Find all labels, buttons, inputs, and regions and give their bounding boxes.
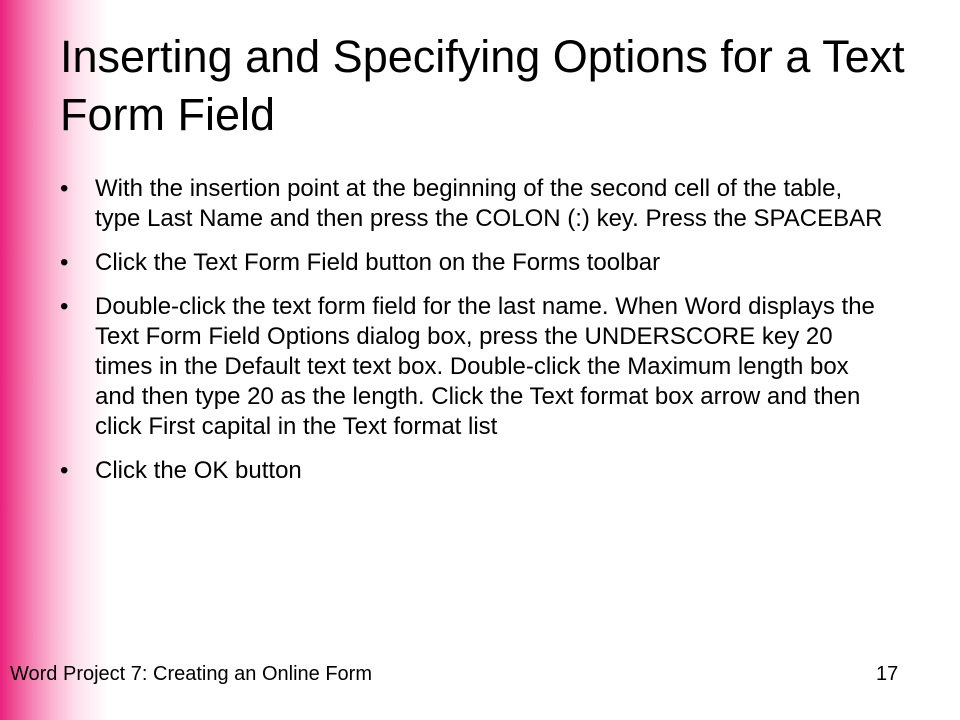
bullet-item: • With the insertion point at the beginning of the second cell of the table, type Last Name and then press the COLON (:) key. Press the SPACEBAR [60, 174, 890, 234]
bullet-item: • Double-click the text form field for the last name. When Word displays the Text Form Field Options dialog box, press the UNDERSCORE key 20 times in the Default text text box. Double-click the Maximum length box and then type 20 as the length. Click the Text format box arrow and then click First capital in the Text format list [60, 292, 890, 442]
footer-title: Word Project 7: Creating an Online Form [10, 663, 373, 685]
slide-title: Inserting and Specifying Options for a Text Form Field [60, 31, 905, 140]
bullet-item: • Click the Text Form Field button on the Forms toolbar [60, 248, 890, 278]
bullet-item: • Click the OK button [60, 456, 890, 486]
page-number: 17 [876, 663, 899, 685]
bullet-list [60, 174, 890, 500]
